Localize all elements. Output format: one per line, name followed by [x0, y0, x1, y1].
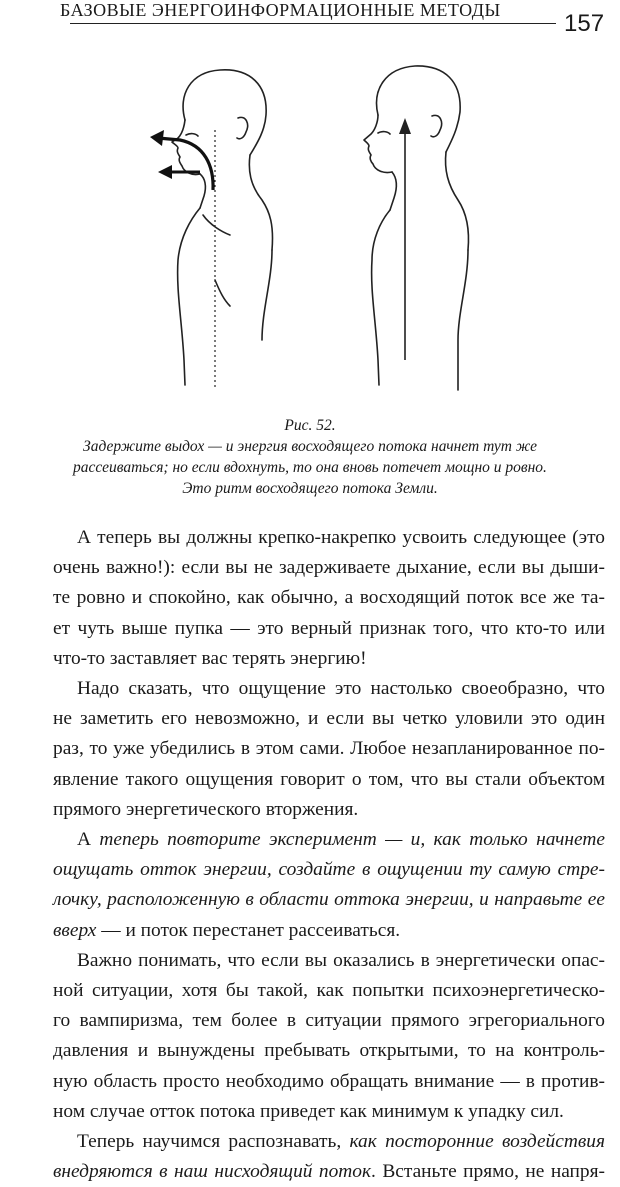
text-plain: Теперь научимся распознавать, [77, 1131, 350, 1153]
paragraph-2 [53, 674, 605, 825]
running-header: БАЗОВЫЕ ЭНЕРГОИНФОРМАЦИОННЫЕ МЕТОДЫ [60, 0, 501, 20]
paragraph-4 [53, 946, 605, 1127]
text-line [53, 825, 605, 855]
page-number: 157 [564, 10, 605, 37]
paragraph-1 [53, 523, 605, 674]
text-line: очень важно!): если вы не задерживаете дыхание, если вы дыши- [53, 557, 605, 579]
text-plain: — и поток перестанет рассеиваться. [96, 919, 401, 941]
text-line: что-то заставляет вас терять энергию! [53, 647, 367, 669]
text-line: не заметить его невозможно, и если вы четко уловили это один [53, 708, 605, 730]
text-italic: лочку, расположенную в области оттока энергии, и направьте ее [53, 889, 605, 911]
figure-illustration [0, 60, 620, 400]
text-line: раз, то уже убедились в этом сами. Любое незапланированное по- [53, 738, 605, 760]
text-line: давления и вынуждены пребывать открытыми, то на контроль- [53, 1040, 605, 1062]
right-figure [364, 66, 469, 390]
text-italic: как посторонние воздействия [349, 1131, 605, 1153]
left-figure [172, 70, 273, 385]
text-italic: теперь повторите эксперимент — и, как только начнете [99, 829, 605, 851]
text-line [53, 1157, 605, 1187]
text-line [53, 885, 605, 915]
paragraph-3 [53, 825, 605, 946]
text-plain: . Встаньте прямо, не напря- [371, 1161, 605, 1183]
text-line [53, 1127, 605, 1157]
paragraph-5 [53, 1127, 605, 1187]
text-line: явление такого ощущения говорит о том, что вы стали объектом [53, 768, 605, 790]
body-text [53, 523, 605, 1187]
caption-line: рассеиваться; но если вдохнуть, то она вновь потечет мощно и ровно. [73, 459, 547, 476]
text-line: А теперь вы должны крепко-накрепко усвоить следующее (это [77, 527, 605, 548]
text-line: Надо сказать, что ощущение это настолько своеобразно, что [77, 678, 605, 700]
text-italic: внедряются в наш нисходящий поток [53, 1161, 372, 1183]
text-line: ном случае отток потока приведет как минимум к упадку сил. [53, 1100, 564, 1122]
text-line: Важно понимать, что если вы оказались в энергетически опас- [77, 949, 605, 971]
text-line: ет чуть выше пупка — это верный признак того, что кто-то или [53, 617, 605, 639]
text-line [53, 855, 605, 885]
text-plain: А [77, 829, 100, 851]
text-italic: ощущать отток энергии, создайте в ощущении ту самую стре- [53, 859, 605, 881]
caption-line: Это ритм восходящего потока Земли. [182, 480, 438, 497]
caption-line: Задержите выдох — и энергия восходящего потока начнет тут же [83, 438, 537, 455]
figure-caption [0, 415, 620, 499]
text-italic: вверх [53, 919, 97, 941]
caption-title: Рис. 52. [284, 417, 336, 434]
text-line: те ровно и спокойно, как обычно, а восходящий поток все же та- [53, 587, 605, 609]
text-line: ной ситуации, хотя бы такой, как попытки психоэнергетическо- [53, 980, 605, 1002]
text-line: ную область просто необходимо обращать внимание — в против- [53, 1070, 605, 1092]
text-line: прямого энергетического вторжения. [53, 798, 359, 820]
right-flow-arrowhead [399, 118, 411, 134]
text-line [53, 916, 605, 946]
text-line: го вампиризма, тем более в ситуации прямого эгрегориального [53, 1010, 605, 1032]
header-rule [70, 23, 556, 24]
